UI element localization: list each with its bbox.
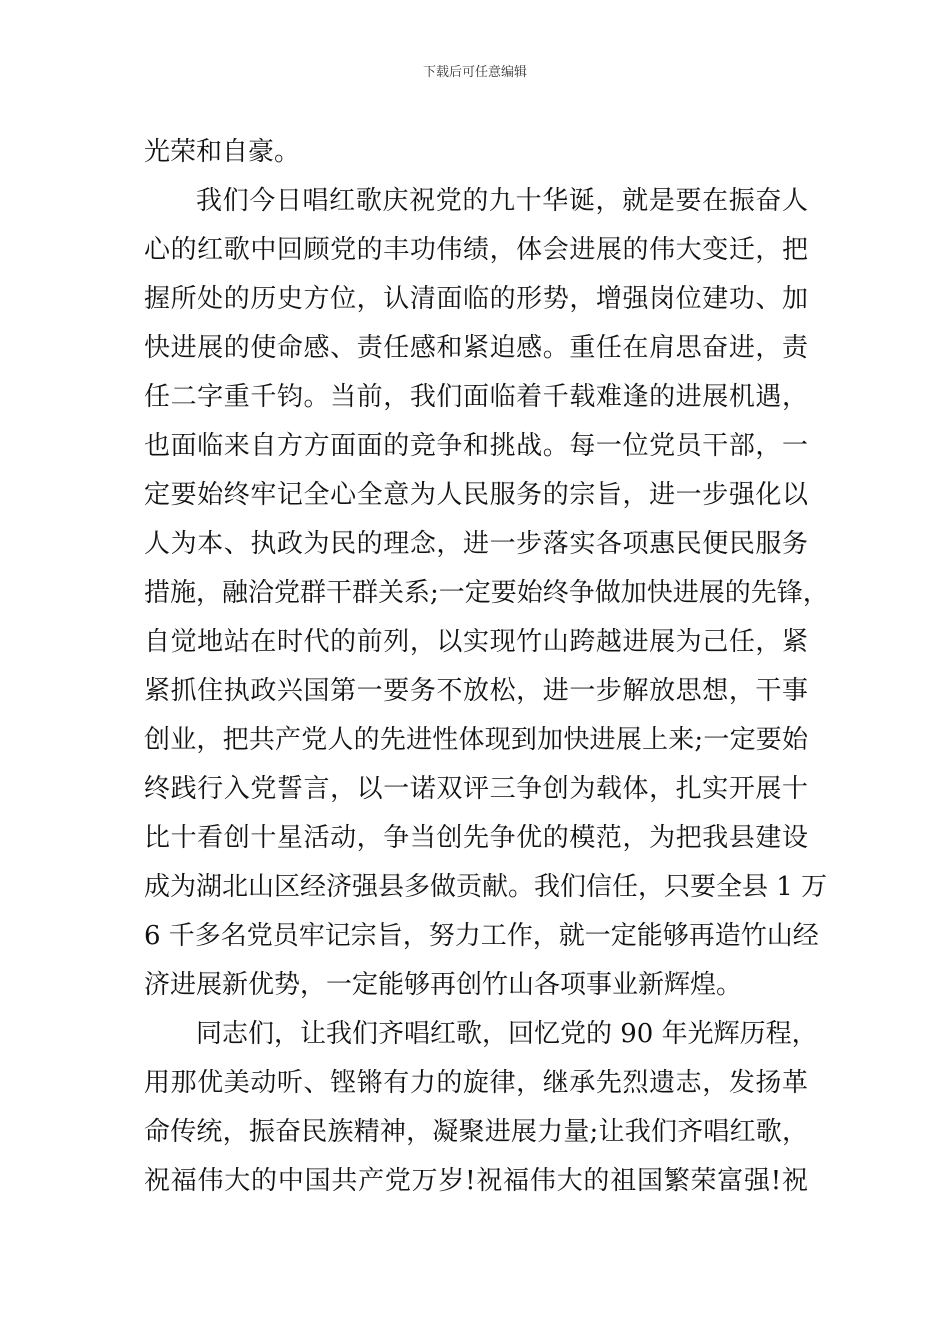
text-line: 终践行入党誓言，以一诺双评三争创为载体，扎实开展十 <box>144 774 808 804</box>
text-line: 济进展新优势，一定能够再创竹山各项事业新辉煌。 <box>144 970 743 1000</box>
text-line: 定要始终牢记全心全意为人民服务的宗旨，进一步强化以 <box>144 480 808 510</box>
text-line: 措施，融洽党群干群关系;一定要始终争做加快进展的先锋， <box>144 578 829 608</box>
text-line: 祝福伟大的中国共产党万岁!祝福伟大的祖国繁荣富强!祝 <box>144 1166 808 1196</box>
text-line: 6 千多名党员牢记宗旨，努力工作，就一定能够再造竹山经 <box>144 921 819 951</box>
text-line: 光荣和自豪。 <box>144 137 301 167</box>
text-line: 自觉地站在时代的前列，以实现竹山跨越进展为己任，紧 <box>144 627 808 657</box>
page-header: 下载后可任意编辑 <box>422 65 527 80</box>
text-line: 用那优美动听、铿锵有力的旋律，继承先烈遗志，发扬革 <box>144 1068 808 1098</box>
text-line: 紧抓住执政兴国第一要务不放松，进一步解放思想，干事 <box>144 676 808 706</box>
text-line: 心的红歌中回顾党的丰功伟绩，体会进展的伟大变迁，把 <box>144 235 808 265</box>
text-line: 成为湖北山区经济强县多做贡献。我们信任，只要全县 1 万 <box>144 872 828 902</box>
text-line: 创业，把共产党人的先进性体现到加快进展上来;一定要始 <box>144 725 808 755</box>
text-line: 比十看创十星活动，争当创先争优的模范，为把我县建设 <box>144 823 808 853</box>
text-line: 同志们，让我们齐唱红歌，回忆党的 90 年光辉历程， <box>196 1019 818 1049</box>
text-line: 也面临来自方方面面的竞争和挑战。每一位党员干部，一 <box>144 431 808 461</box>
text-line: 快进展的使命感、责任感和紧迫感。重任在肩思奋进，责 <box>144 333 808 363</box>
text-line: 任二字重千钧。当前，我们面临着千载难逢的进展机遇， <box>144 382 808 412</box>
text-line: 命传统，振奋民族精神，凝聚进展力量;让我们齐唱红歌， <box>144 1117 808 1147</box>
text-line: 我们今日唱红歌庆祝党的九十华诞，就是要在振奋人 <box>196 186 808 216</box>
document-body <box>144 128 829 1206</box>
text-line: 人为本、执政为民的理念，进一步落实各项惠民便民服务 <box>144 529 808 559</box>
text-line: 握所处的历史方位，认清面临的形势，增强岗位建功、加 <box>144 284 808 314</box>
